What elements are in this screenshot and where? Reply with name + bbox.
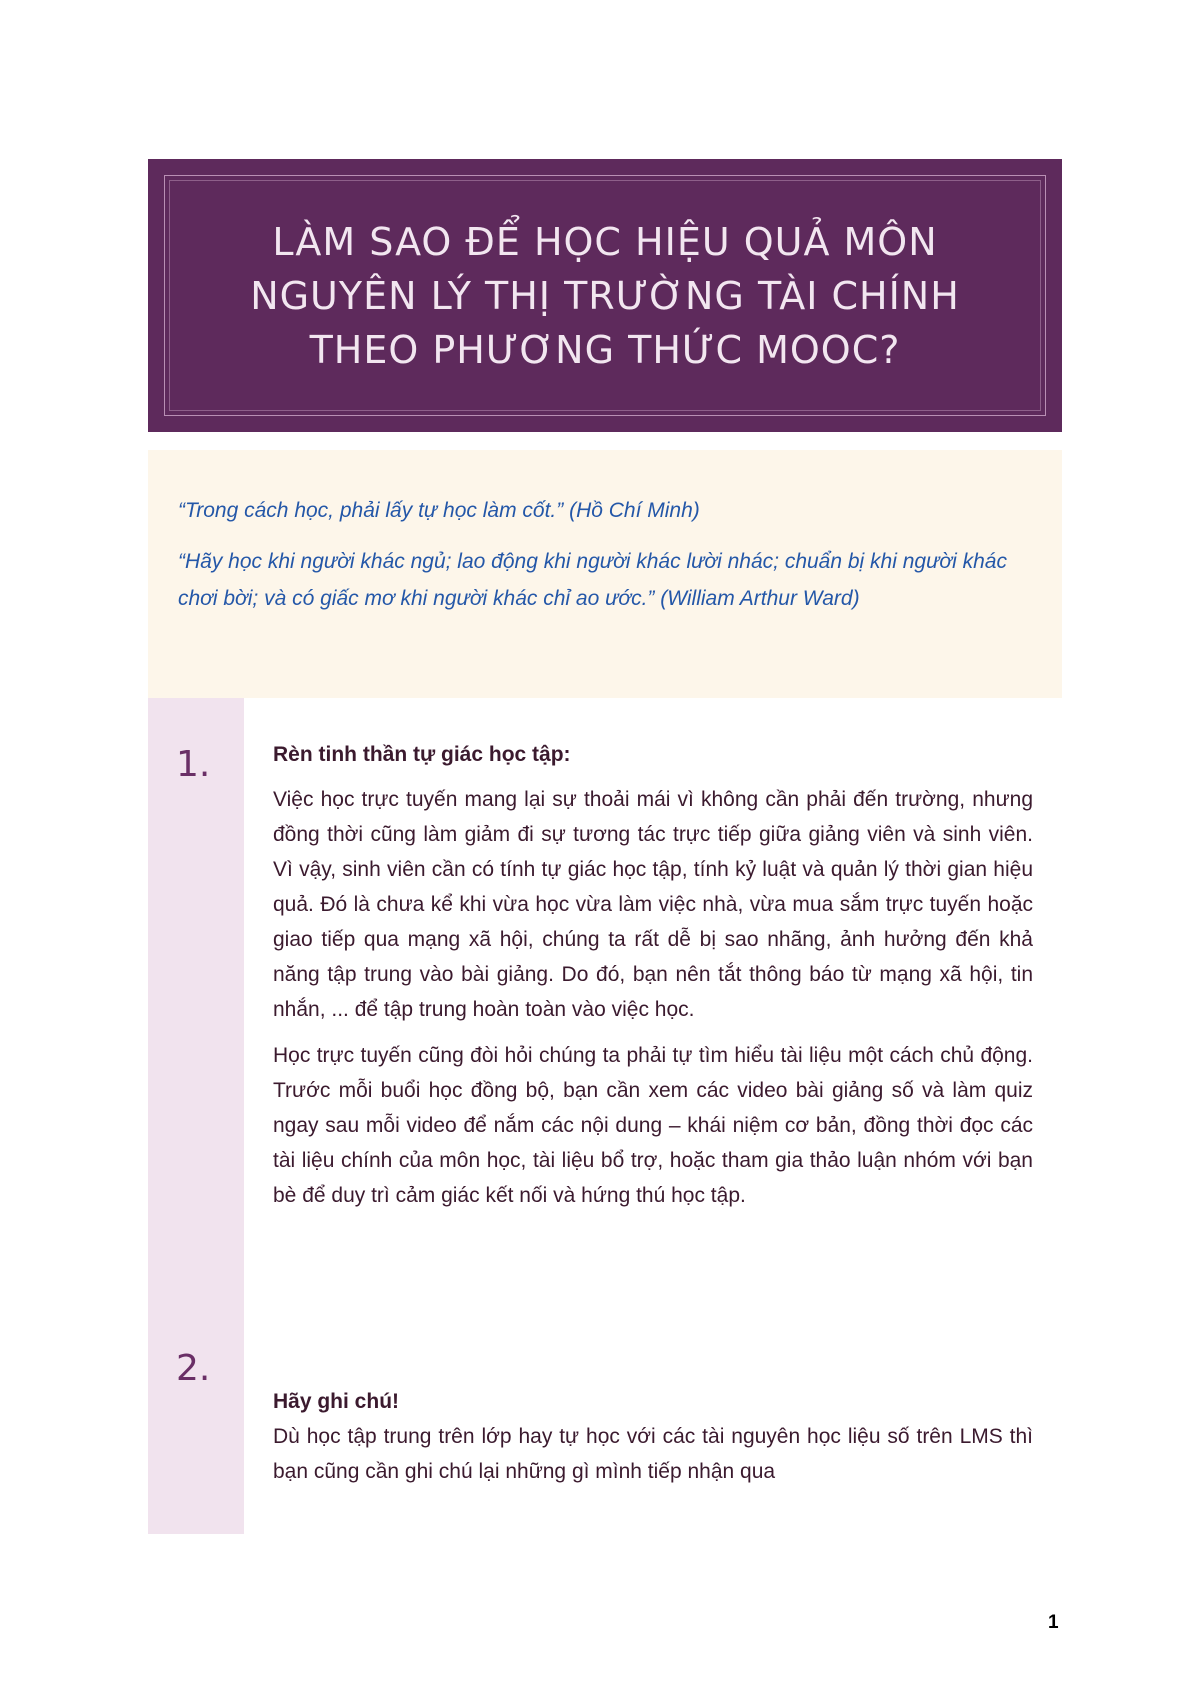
quotes-box: [148, 450, 1062, 698]
section-paragraph: Dù học tập trung trên lớp hay tự học với các tài nguyên học liệu số trên LMS thì bạn cũng cần ghi chú lại những gì mình tiếp nhận qua: [273, 1425, 1033, 1483]
quote-ho-chi-minh: “Trong cách học, phải lấy tự học làm cốt.” (Hồ Chí Minh): [178, 499, 700, 522]
section-number: 2.: [176, 1348, 211, 1389]
section-number-sidebar: [148, 698, 244, 1534]
section-self-discipline: [273, 740, 1033, 1224]
title-banner: [148, 159, 1062, 432]
content-area: [148, 698, 1062, 1534]
section-number: 1.: [176, 744, 211, 785]
section-paragraph: Việc học trực tuyến mang lại sự thoải mái vì không cần phải đến trường, nhưng đồng thời cũng làm giảm đi sự tương tác trực tiếp giữa giảng viên và sinh viên. Vì vậy, sinh viên cần có tính tự giác học tập, tính kỷ luật và quản lý thời gian hiệu quả. Đó là chưa kể khi vừa học vừa làm việc nhà, vừa mua sắm trực tuyến hoặc giao tiếp qua mạng xã hội, chúng ta rất dễ bị sao nhãng, ảnh hưởng đến khả năng tập trung vào bài giảng. Do đó, bạn nên tắt thông báo từ mạng xã hội, tin nhắn, ... để tập trung hoàn toàn vào việc học.: [273, 788, 1033, 1021]
page-title: [148, 215, 1062, 377]
title-line: LÀM SAO ĐỂ HỌC HIỆU QUẢ MÔN: [272, 220, 938, 264]
section-heading: Hãy ghi chú!: [273, 1390, 400, 1413]
quote-william-arthur-ward: “Hãy học khi người khác ngủ; lao động khi người khác lười nhác; chuẩn bị khi người khác chơi bời; và có giấc mơ khi người khác chỉ ao ước.” (William Arthur Ward): [178, 550, 1007, 610]
section-take-notes: [273, 1387, 1033, 1500]
title-line: THEO PHƯƠNG THỨC MOOC?: [309, 328, 901, 372]
page-number: 1: [1048, 1612, 1059, 1633]
section-heading: Rèn tinh thần tự giác học tập:: [273, 743, 571, 766]
section-paragraph: Học trực tuyến cũng đòi hỏi chúng ta phải tự tìm hiểu tài liệu một cách chủ động. Trước mỗi buổi học đồng bộ, bạn cần xem các video bài giảng số và làm quiz ngay sau mỗi video để nắm các nội dung – khái niệm cơ bản, đồng thời đọc các tài liệu chính của môn học, tài liệu bổ trợ, hoặc tham gia thảo luận nhóm với bạn bè để duy trì cảm giác kết nối và hứng thú học tập.: [273, 1044, 1033, 1207]
title-line: NGUYÊN LÝ THỊ TRƯỜNG TÀI CHÍNH: [250, 274, 960, 318]
